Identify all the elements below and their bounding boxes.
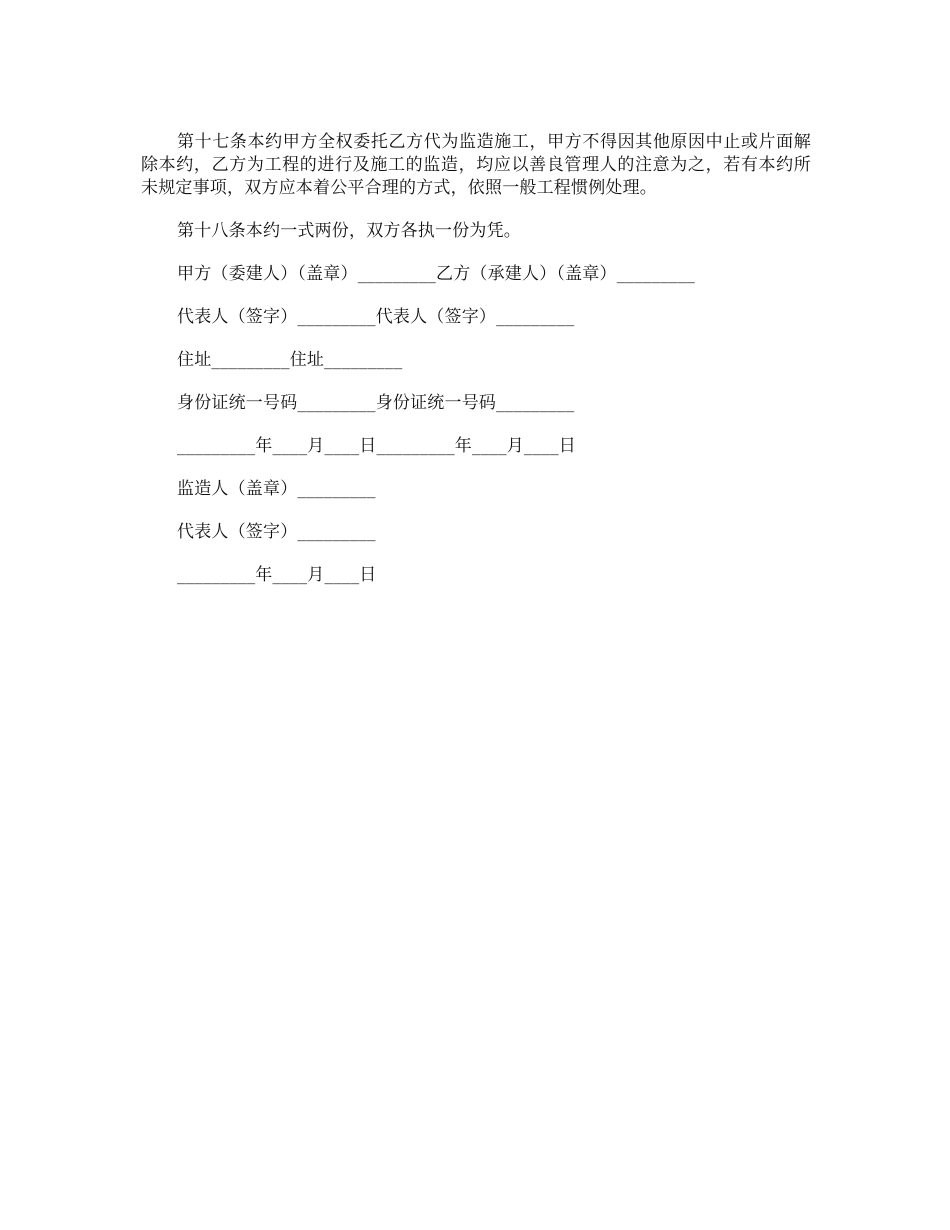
supervisor-representative-line: 代表人（签字）_________ [177, 522, 376, 542]
clause-17-paragraph: 第十七条本约甲方全权委托乙方代为监造施工，甲方不得因其他原因中止或片面解除本约，乙方为工程的进行及施工的监造，均应以善良管理人的注意为之，若有本约所未规定事项，双方应本着公平合理的方式，依照一般工程惯例处理。 [141, 132, 811, 198]
party-date-line: _________年____月____日_________年____月____日 [177, 436, 576, 456]
address-line: 住址_________住址_________ [177, 350, 403, 370]
supervisor-seal-line: 监造人（盖章）_________ [177, 479, 376, 499]
clause-18-paragraph: 第十八条本约一式两份，双方各执一份为凭。 [177, 221, 521, 241]
representative-signature-line: 代表人（签字）_________代表人（签字）_________ [177, 307, 575, 327]
id-number-line: 身份证统一号码_________身份证统一号码_________ [177, 393, 575, 413]
party-seal-line: 甲方（委建人）（盖章）_________乙方（承建人）（盖章）_________ [177, 264, 695, 284]
supervisor-date-line: _________年____月____日 [177, 565, 377, 585]
document-body [141, 131, 811, 607]
